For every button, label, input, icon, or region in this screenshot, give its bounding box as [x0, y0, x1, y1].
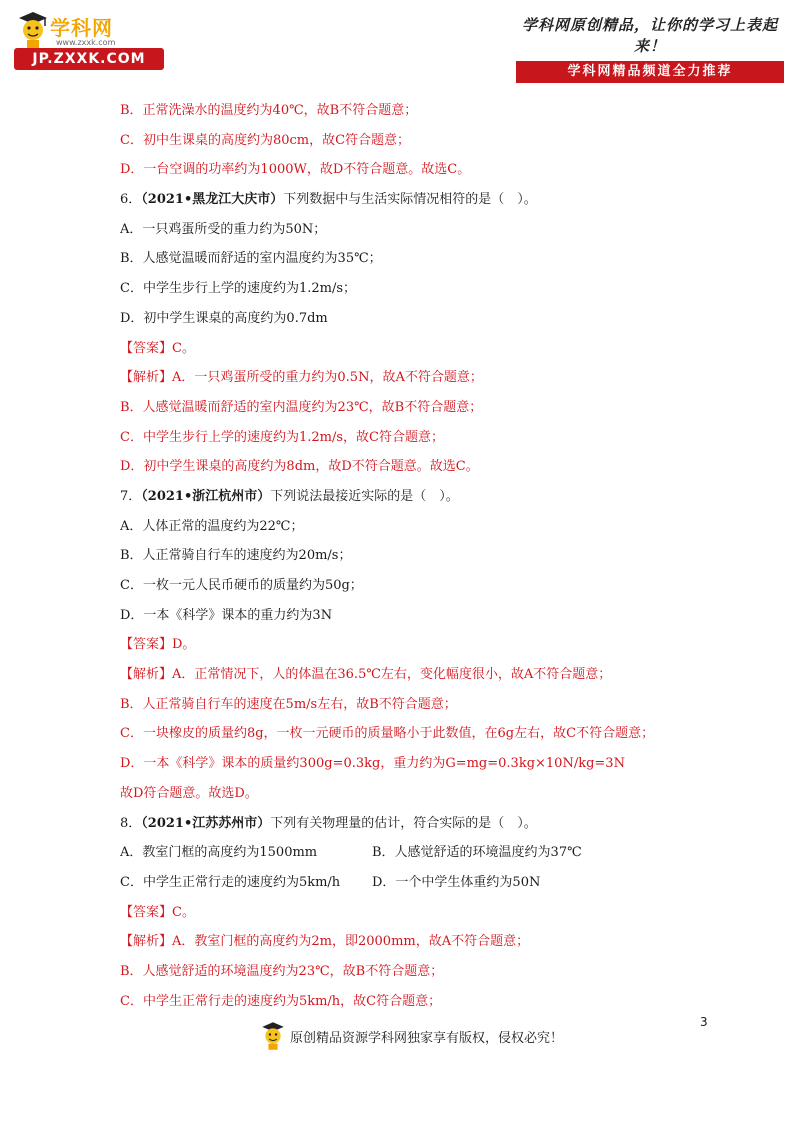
slogan-banner: 学科网精品频道全力推荐 [516, 61, 784, 83]
brand-domain: www.zxxk.com [56, 38, 116, 47]
question-number: 7． [120, 488, 142, 504]
question-stem [120, 809, 720, 839]
question-text: 下列数据中与生活实际情况相符的是（ ）。 [283, 192, 537, 208]
answer-line: C．中学生步行上学的速度约为1.2m/s，故C符合题意； [120, 429, 444, 445]
option-line: D．初中学生课桌的高度约为0.7dm [120, 310, 328, 326]
option-line: D．一本《科学》课本的重力约为3N [120, 607, 333, 623]
brand-url-banner: JP.ZXXK.COM [14, 48, 164, 70]
option-row [120, 838, 720, 868]
answer-line: 故D符合题意。故选D。 [120, 785, 258, 801]
header-slogan [516, 14, 784, 83]
page-footer [260, 1018, 563, 1054]
answer-line: C．一块橡皮的质量约8g，一枚一元硬币的质量略小于此数值，在6g左右，故C不符合题意； [120, 726, 655, 742]
option-line: A．人体正常的温度约为22℃； [120, 518, 304, 534]
option-line: B．人感觉温暖而舒适的室内温度约为35℃； [120, 251, 382, 267]
slogan-top: 学科网原创精品，让你的学习上表起来！ [521, 16, 778, 55]
option-line: A．一只鸡蛋所受的重力约为50N； [120, 221, 327, 237]
question-number: 8． [120, 815, 142, 831]
option-row [120, 868, 720, 898]
answer-line: D．一台空调的功率约为1000W，故D不符合题意。故选C。 [120, 162, 471, 178]
answer-line: 【解析】A．教室门框的高度约为2m，即2000mm，故A不符合题意； [120, 934, 530, 950]
page-header [0, 0, 800, 80]
mascot-icon [16, 10, 50, 50]
question-source: （2021•江苏苏州市） [141, 815, 271, 831]
question-number: 6． [120, 192, 142, 208]
document-body [120, 96, 720, 1016]
zxxk-logo[interactable] [14, 10, 164, 72]
answer-line: D．一本《科学》课本的质量约300g=0.3kg，重力约为G=mg=0.3kg×10N/kg=3N [120, 756, 625, 772]
answer-line: C．中学生正常行走的速度约为5km/h，故C符合题意； [120, 993, 442, 1009]
option-left: C．中学生正常行走的速度约为5km/h [120, 874, 341, 890]
answer-line: D．初中学生课桌的高度约为8dm，故D不符合题意。故选C。 [120, 459, 479, 475]
question-text: 下列说法最接近实际的是（ ）。 [270, 488, 459, 504]
answer-line: 【答案】C。 [120, 340, 195, 356]
option-right: B．人感觉舒适的环境温度约为37℃ [372, 845, 582, 861]
question-source: （2021•黑龙江大庆市） [141, 192, 284, 208]
question-source: （2021•浙江杭州市） [141, 488, 271, 504]
mascot-icon [260, 1019, 286, 1053]
answer-line: 【解析】A．一只鸡蛋所受的重力约为0.5N，故A不符合题意； [120, 370, 483, 386]
option-line: C．一枚一元人民币硬币的质量约为50g； [120, 578, 363, 593]
question-stem [120, 482, 720, 512]
answer-line: 【解析】A．正常情况下，人的体温在36.5℃左右，变化幅度很小，故A不符合题意； [120, 667, 612, 683]
option-line: C．中学生步行上学的速度约为1.2m/s； [120, 281, 356, 297]
answer-line: B．人感觉温暖而舒适的室内温度约为23℃，故B不符合题意； [120, 399, 483, 415]
answer-line: 【答案】C。 [120, 904, 195, 920]
question-text: 下列有关物理量的估计，符合实际的是（ ）。 [270, 815, 537, 831]
page-number: 3 [700, 1015, 708, 1029]
answer-line: 【答案】D。 [120, 637, 196, 653]
option-line: B．人正常骑自行车的速度约为20m/s； [120, 548, 352, 564]
answer-line: C．初中生课桌的高度约为80cm，故C符合题意； [120, 132, 411, 148]
question-stem [120, 185, 720, 215]
brand-name: 学科网 [50, 16, 113, 40]
answer-line: B．人感觉舒适的环境温度约为23℃，故B不符合题意； [120, 963, 444, 979]
copyright-notice: 原创精品资源学科网独家享有版权，侵权必究！ [290, 1030, 564, 1046]
option-right: D．一个中学生体重约为50N [372, 874, 541, 890]
option-left: A．教室门框的高度约为1500mm [120, 845, 318, 861]
answer-line: B．人正常骑自行车的速度在5m/s左右，故B不符合题意； [120, 696, 457, 712]
answer-line: B．正常洗澡水的温度约为40℃，故B不符合题意； [120, 103, 418, 118]
